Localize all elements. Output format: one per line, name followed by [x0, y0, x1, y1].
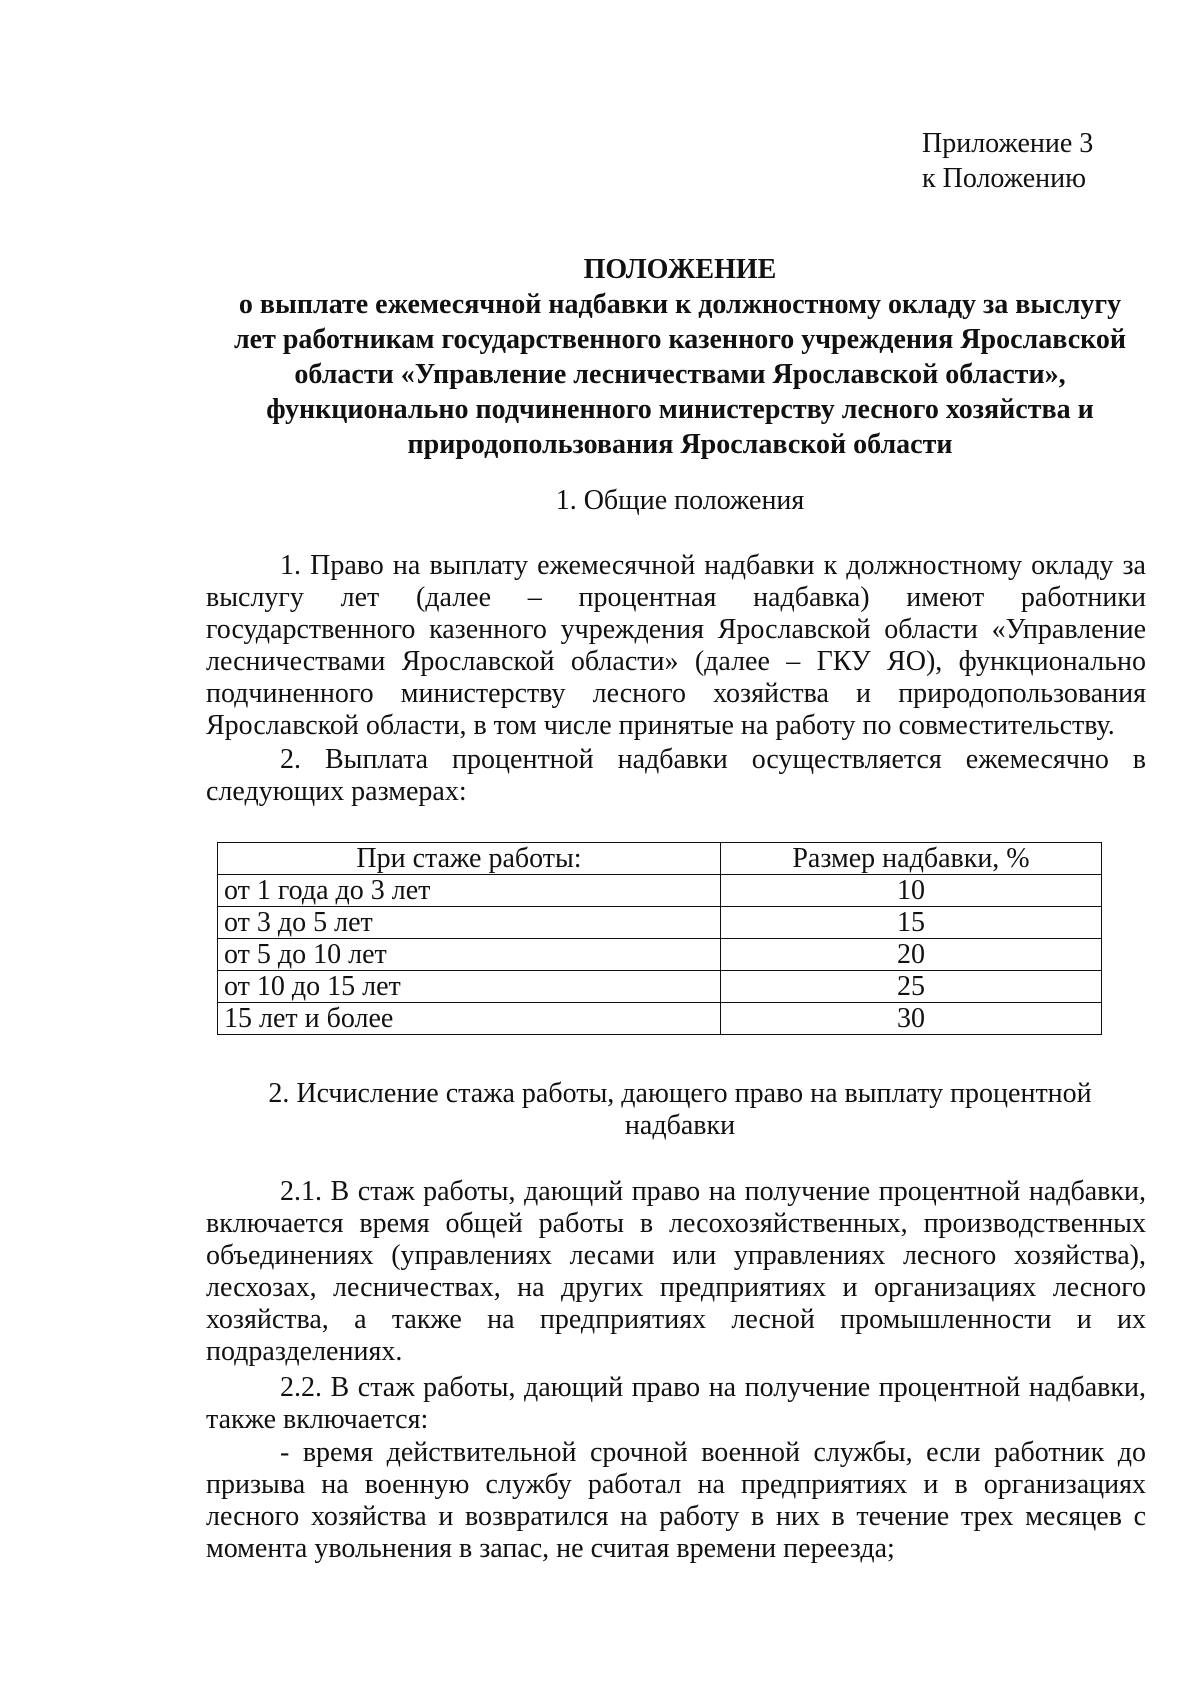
section-1-paragraph-2: 2. Выплата процентной надбавки осуществляется ежемесячно в следующих размерах:: [206, 744, 1146, 807]
period-cell: 15 лет и более: [218, 1003, 721, 1035]
amount-cell: 10: [721, 875, 1102, 907]
title-line: области «Управление лесничествами Ярославской области»,: [294, 359, 1066, 390]
amount-cell: 30: [721, 1003, 1102, 1035]
amount-cell: 15: [721, 907, 1102, 939]
table-row: [218, 907, 1102, 939]
section-2-paragraph-3: - время действительной срочной военной службы, если работник до призыва на военную службу работал на предприятиях и в организациях лесного хозяйства и возвратился на работу в них в течение трех месяцев с момента увольнения в запас, не считая времени переезда;: [206, 1437, 1146, 1564]
amount-cell: 25: [721, 971, 1102, 1003]
period-cell: от 1 года до 3 лет: [218, 875, 721, 907]
column-header-amount: Размер надбавки, %: [721, 843, 1102, 875]
column-header-period: При стаже работы:: [218, 843, 721, 875]
amount-cell: 20: [721, 939, 1102, 971]
section-2-paragraph-1: 2.1. В стаж работы, дающий право на получение процентной надбавки, включается время общей работы в лесохозяйственных, производственных объединениях (управлениях лесами или управлениях лесного хозяйства), лесхозах, лесничествах, на других предприятиях и организациях лесного хозяйства, а также на предприятиях лесной промышленности и их подразделениях.: [206, 1176, 1146, 1367]
table-row: [218, 971, 1102, 1003]
section-2-heading: 2. Исчисление стажа работы, дающего право на выплату процентной надбавки: [268, 1078, 1092, 1141]
title-main: ПОЛОЖЕНИЕ: [583, 254, 777, 285]
table-row: [218, 875, 1102, 907]
table-row: [218, 939, 1102, 971]
period-cell: от 10 до 15 лет: [218, 971, 721, 1003]
title-line: лет работникам государственного казенного учреждения Ярославской: [233, 324, 1127, 355]
appendix-target: к Положению: [922, 163, 1087, 194]
section-1-heading: 1. Общие положения: [555, 485, 805, 516]
table-header-row: [218, 843, 1102, 875]
period-cell: от 3 до 5 лет: [218, 907, 721, 939]
allowance-table: [217, 842, 1102, 1035]
document-title: [200, 252, 1160, 462]
section-1-paragraph-1: 1. Право на выплату ежемесячной надбавки к должностному окладу за выслугу лет (далее – процентная надбавка) имеют работники государственного казенного учреждения Ярославской области «Управление лесничествами Ярославской области» (далее – ГКУ ЯО), функционально подчиненного министерству лесного хозяйства и природопользования Ярославской области, в том числе принятые на работу по совместительству.: [206, 550, 1146, 741]
section-2-paragraph-2: 2.2. В стаж работы, дающий право на получение процентной надбавки, также включается:: [206, 1372, 1146, 1435]
appendix-reference: [922, 126, 1093, 196]
appendix-number: Приложение 3: [922, 128, 1094, 159]
title-line: функционально подчиненного министерству лесного хозяйства и: [266, 394, 1094, 425]
period-cell: от 5 до 10 лет: [218, 939, 721, 971]
table-row: [218, 1003, 1102, 1035]
title-line: о выплате ежемесячной надбавки к должностному окладу за выслугу: [238, 289, 1122, 320]
title-line: природопользования Ярославской области: [407, 429, 953, 460]
